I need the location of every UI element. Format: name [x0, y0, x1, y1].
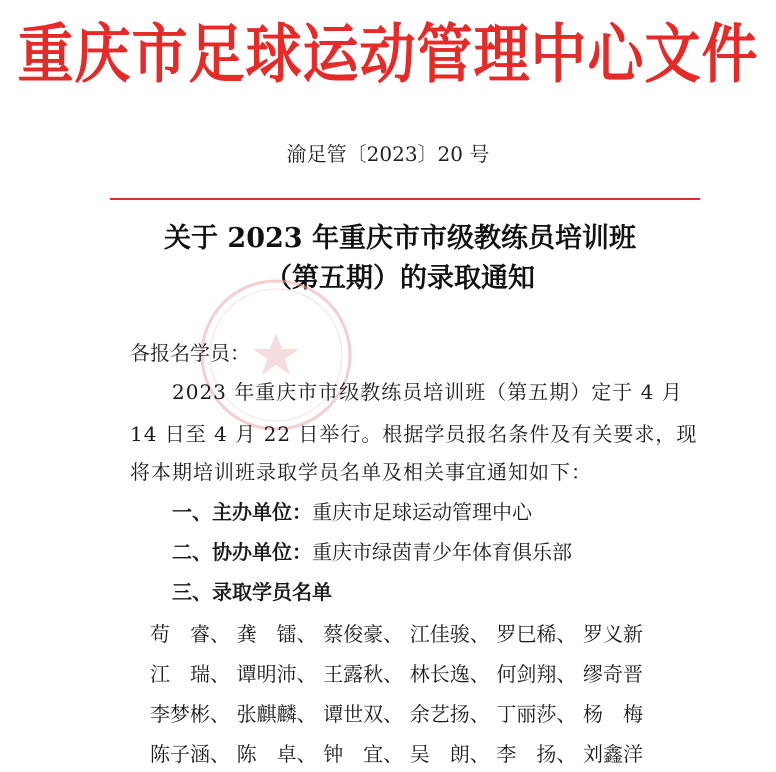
student-name: 丁丽莎、 [496, 701, 577, 726]
section-value: 重庆市足球运动管理中心 [312, 500, 532, 524]
student-name: 林长逸、 [409, 661, 490, 686]
student-name: 钟 宜、 [323, 741, 404, 766]
section-heading: 一、主办单位： [172, 500, 312, 524]
student-name: 缪奇晋 [582, 661, 643, 686]
body-paragraph-line-1: 2023 年重庆市市级教练员培训班（第五期）定于 4 月 [172, 380, 683, 404]
notice-title-line-1: 关于 2023 年重庆市市级教练员培训班 [164, 223, 636, 254]
student-name: 李 扬、 [496, 741, 577, 766]
student-name: 罗巳稀、 [496, 621, 577, 646]
name-row [150, 652, 670, 692]
section-co-organizer [172, 536, 572, 565]
document-number: 渝足管〔2023〕20 号 [286, 142, 490, 166]
name-row [150, 612, 670, 652]
student-name: 何剑翔、 [496, 661, 577, 686]
section-heading: 三、录取学员名单 [172, 580, 332, 604]
admitted-names-list [150, 612, 670, 772]
section-organizer [172, 496, 532, 525]
student-name: 张麒麟、 [236, 701, 317, 726]
student-name: 苟 睿、 [150, 621, 230, 646]
section-admitted-list [172, 576, 332, 605]
salutation: 各报名学员： [130, 341, 250, 365]
notice-title-line-2: （第五期）的录取通知 [265, 263, 535, 294]
student-name: 江佳骏、 [409, 621, 490, 646]
student-name: 余艺扬、 [409, 701, 490, 726]
student-name: 陈子涵、 [150, 741, 230, 766]
student-name: 刘鑫洋 [582, 741, 643, 766]
name-row [150, 732, 670, 772]
student-name: 谭明沛、 [236, 661, 317, 686]
student-name: 龚 镭、 [236, 621, 317, 646]
student-name: 陈 卓、 [236, 741, 317, 766]
student-name: 谭世双、 [323, 701, 404, 726]
student-name: 吴 朗、 [409, 741, 490, 766]
student-name: 罗义新 [582, 621, 643, 646]
name-row [150, 692, 670, 732]
student-name: 李梦彬、 [150, 701, 230, 726]
section-heading: 二、协办单位： [172, 540, 312, 564]
red-divider-line [110, 198, 700, 200]
student-name: 蔡俊豪、 [323, 621, 404, 646]
section-value: 重庆市绿茵青少年体育俱乐部 [312, 540, 572, 564]
student-name: 杨 梅 [582, 701, 643, 726]
body-paragraph-line-2: 14 日至 4 月 22 日举行。根据学员报名条件及有关要求，现 [130, 422, 698, 446]
document-header-title: 重庆市足球运动管理中心文件 [17, 17, 759, 93]
student-name: 王露秋、 [323, 661, 404, 686]
body-paragraph-line-3: 将本期培训班录取学员名单及相关事宜通知如下： [130, 460, 592, 484]
student-name: 江 瑞、 [150, 661, 230, 686]
